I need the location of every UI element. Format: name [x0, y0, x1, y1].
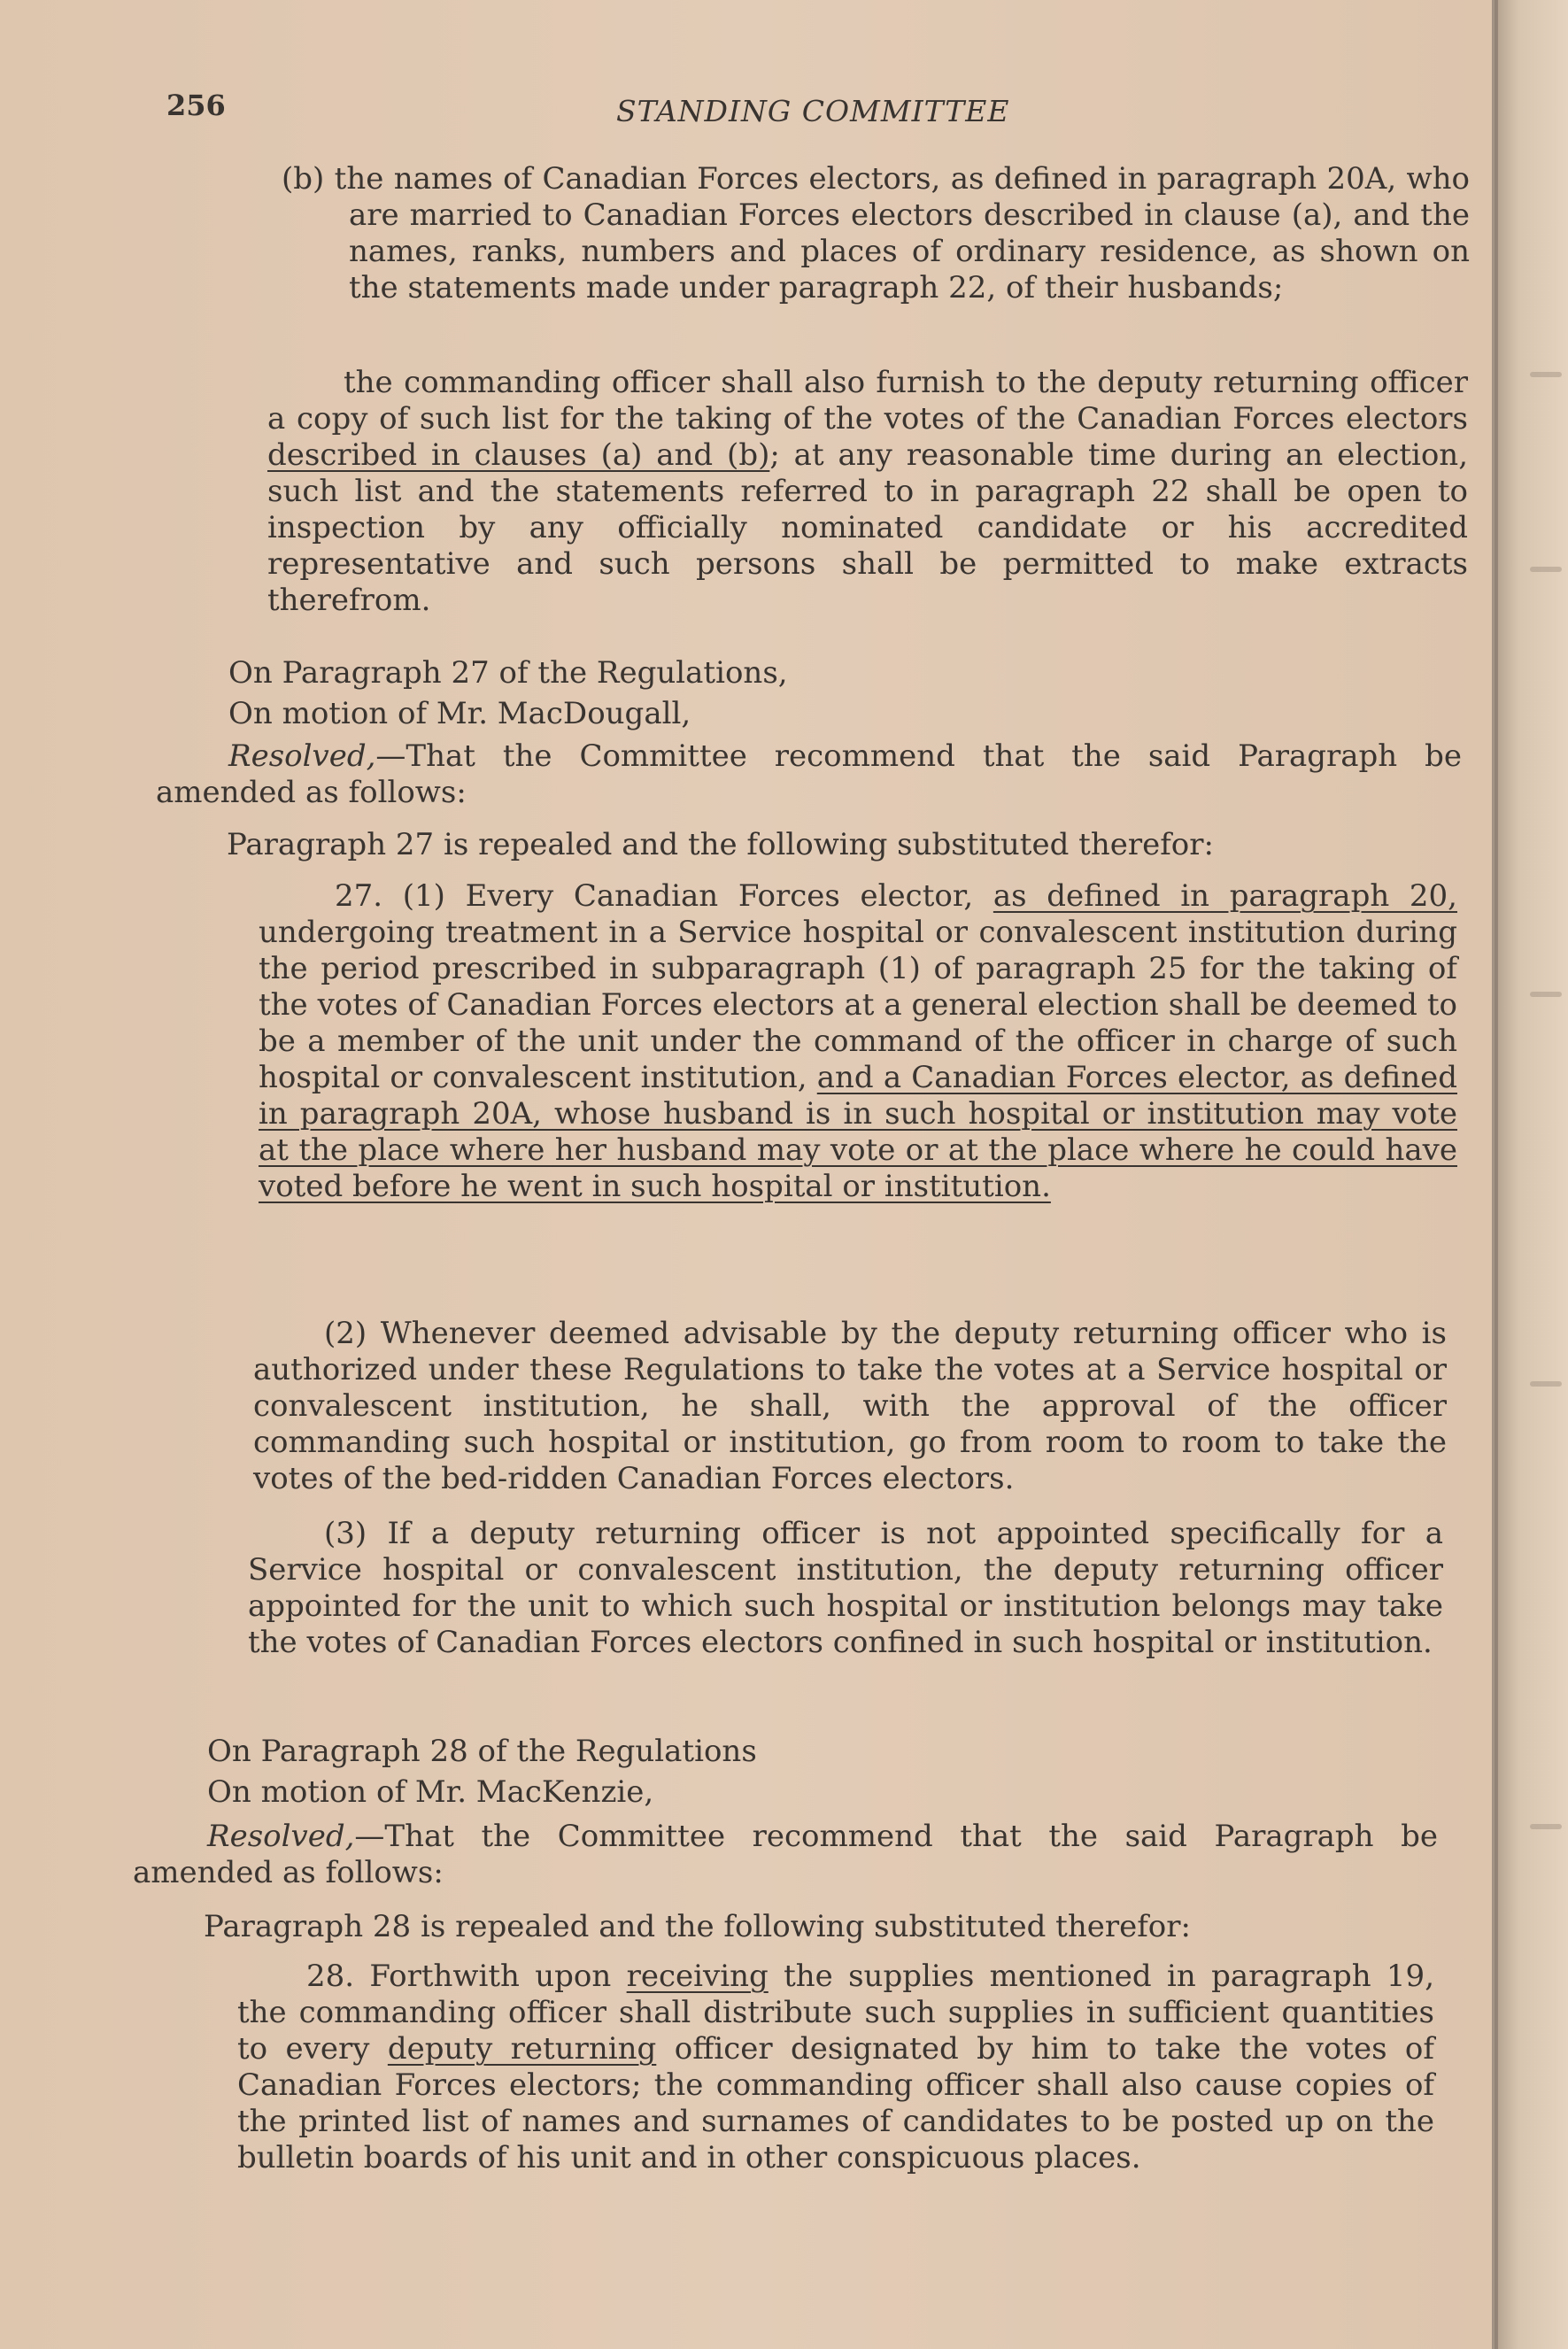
commanding-para-text: the commanding officer shall also furnish to the deputy returning officer a copy of such list for the taking of the votes of the Canadian Forces electors — [267, 365, 1468, 437]
para28-text: 28. Forthwith upon — [306, 1959, 627, 1994]
sub1-underlined-1: as defined in paragraph 20, — [993, 878, 1457, 914]
clause-b-label: (b) — [282, 161, 325, 197]
para27-repeal: Paragraph 27 is repealed and the following substituted therefor: — [227, 827, 1214, 862]
sub1-text: 27. (1) Every Canadian Forces elector, — [335, 878, 993, 914]
para27-subparagraph-2: (2) Whenever deemed advisable by the deputy returning officer who is authorized under these Regulations to take the votes at a Service hospital or convalescent institution, he shall, with the approval of the officer commanding such hospital or institution, go from room to room to take the votes of the bed-ridden Canadian Forces electors. — [253, 1316, 1447, 1496]
para28-body — [237, 1959, 1434, 2176]
para27-resolved — [156, 738, 1462, 811]
commanding-para-underlined: described in clauses (a) and (b) — [267, 437, 770, 473]
para28-text-2: the supplies mentioned in paragraph 19, the commanding officer shall distribute such supplies in sufficient quantities to every — [237, 1959, 1434, 2067]
page-header — [166, 89, 1415, 138]
para28-repeal: Paragraph 28 is repealed and the following substituted therefor: — [204, 1909, 1191, 1944]
para28-underlined-2: deputy returning — [387, 2031, 657, 2067]
clause-b — [282, 161, 1470, 306]
page-number: 256 — [166, 89, 226, 122]
gutter-mark — [1530, 1381, 1562, 1387]
para27-subparagraph-1 — [259, 878, 1457, 1205]
para28-resolved — [133, 1819, 1438, 1891]
para28-motion: On motion of Mr. MacKenzie, — [207, 1774, 654, 1810]
para28-underlined-1: receiving — [626, 1959, 769, 1994]
gutter-mark — [1530, 372, 1562, 377]
gutter-shadow-line — [1495, 0, 1498, 2349]
running-head: STANDING COMMITTEE — [616, 94, 1010, 128]
gutter-mark — [1530, 567, 1562, 572]
resolved-label: Resolved, — [228, 738, 376, 774]
para27-heading: On Paragraph 27 of the Regulations, — [228, 655, 788, 691]
sub1-text-2: undergoing treatment in a Service hospital or convalescent institution during the period prescribed in subparagraph (1) of paragraph 25 for the taking of the votes of Canadian Forces electors at a general election shall be deemed to be a member of the unit under the command of the officer in charge of such hospital or convalescent institution, — [259, 915, 1457, 1095]
resolved-text: —That the Committee recommend that the said Paragraph be amended as follows: — [156, 738, 1462, 810]
para27-motion: On motion of Mr. MacDougall, — [228, 696, 691, 731]
sub1-underlined-2: and a Canadian Forces elector, as defined in paragraph 20A, whose husband is in such hospital or institution may vote at the place where her husband may vote or at the place where he could have voted before he went in such hospital or institution. — [259, 1060, 1457, 1204]
gutter-mark — [1530, 1824, 1562, 1829]
commanding-officer-paragraph — [267, 365, 1468, 619]
para28-heading: On Paragraph 28 of the Regulations — [207, 1734, 757, 1769]
resolved-label: Resolved, — [207, 1819, 355, 1854]
para27-subparagraph-3: (3) If a deputy returning officer is not appointed specifically for a Service hospital or convalescent institution, the deputy returning officer appointed for the unit to which such hospital or institution belongs may take the votes of Canadian Forces electors confined in such hospital or institution. — [248, 1516, 1443, 1660]
clause-b-text: the names of Canadian Forces electors, as defined in paragraph 20A, who are married to Canadian Forces electors described in clause (a), and the names, ranks, numbers and places of ordinary residence, as shown on the statements made under paragraph 22, of their husbands; — [334, 161, 1470, 305]
gutter-mark — [1530, 992, 1562, 997]
book-gutter — [1492, 0, 1568, 2349]
commanding-para-text-2: ; at any reasonable time during an election, such list and the statements referred to in paragraph 22 shall be open to inspection by any officially nominated candidate or his accredited representative and such persons shall be permitted to make extracts therefrom. — [267, 437, 1469, 618]
resolved-text: —That the Committee recommend that the said Paragraph be amended as follows: — [133, 1819, 1438, 1890]
para28-text-3: officer designated by him to take the votes of Canadian Forces electors; the commanding officer shall also cause copies of the printed list of names and surnames of candidates to be posted up on the bulletin boards of his unit and in other conspicuous places. — [237, 2031, 1434, 2175]
